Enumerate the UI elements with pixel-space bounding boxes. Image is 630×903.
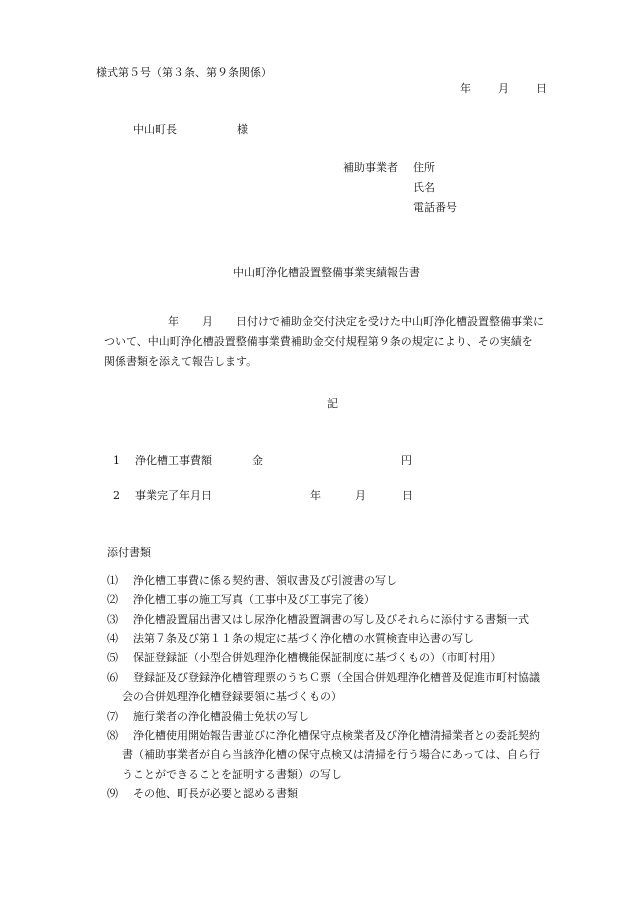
attachment-item-8-cont1: 書（補助事業者が自ら当該浄化槽の保守点検又は清掃を行う場合にあっては、自ら行	[122, 748, 540, 762]
addressee-honorific: 様	[237, 123, 248, 136]
addressee-name: 中山町長	[133, 123, 177, 136]
document-title: 中山町浄化槽設置整備事業実績報告書	[233, 266, 420, 279]
attachment-item-7: ⑺ 施行業者の浄化槽設備士免状の写し	[107, 709, 309, 723]
attachment-item-6-cont: 会の合併処理浄化槽登録要領に基づくもの）	[122, 690, 342, 704]
attachment-item-5: ⑸ 保証登録証（小型合併処理浄化槽機能保証制度に基づくもの）（市町村用）	[107, 651, 502, 665]
item-2-year: 年	[310, 489, 321, 502]
applicant-label: 補助事業者	[343, 161, 398, 174]
attachment-item-8-cont2: うことができることを証明する書類）の写し	[122, 767, 342, 781]
item-1-num: 1	[113, 454, 120, 467]
date-year: 年	[460, 82, 471, 95]
phone-label: 電話番号	[413, 201, 457, 214]
item-2-label: 事業完了年月日	[135, 489, 212, 502]
attachment-item-1: ⑴ 浄化槽工事費に係る契約書、領収書及び引渡書の写し	[107, 573, 397, 587]
body-line1: 日付けで補助金交付決定を受けた中山町浄化槽設置整備事業に	[236, 315, 544, 328]
attachment-item-8: ⑻ 浄化槽使用開始報告書並びに浄化槽保守点検業者及び浄化槽清掃業者との委託契約	[107, 728, 540, 742]
body-line3: 関係書類を添えて報告します。	[104, 355, 258, 368]
form-number: 様式第５号（第３条、第９条関係）	[96, 66, 272, 79]
address-label: 住所	[413, 161, 435, 174]
date-month: 月	[498, 82, 509, 95]
item-1-kin: 金	[252, 454, 263, 467]
date-day: 日	[536, 82, 547, 95]
attachments-list	[107, 571, 577, 804]
item-2-num: 2	[113, 489, 120, 502]
body-paragraph	[104, 312, 566, 372]
item-2-day: 日	[402, 489, 413, 502]
attachment-item-3: ⑶ 浄化槽設置届出書又はし尿浄化槽設置調書の写し及びそれらに添付する書類一式	[107, 612, 529, 626]
body-month: 月	[202, 315, 213, 328]
name-label: 氏名	[413, 181, 435, 194]
ki-heading: 記	[327, 397, 338, 410]
item-1-label: 浄化槽工事費額	[135, 454, 212, 467]
body-line2: ついて、中山町浄化槽設置整備事業費補助金交付規程第９条の規定により、その実績を	[104, 335, 533, 348]
item-2-month: 月	[355, 489, 366, 502]
item-1-yen: 円	[401, 454, 412, 467]
attachment-item-9: ⑼ その他、町長が必要と認める書類	[107, 787, 298, 801]
attachment-item-2: ⑵ 浄化槽工事の施工写真（工事中及び工事完了後）	[107, 593, 375, 607]
body-year: 年	[168, 315, 179, 328]
attachment-item-6: ⑹ 登録証及び登録浄化槽管理票のうちＣ票（全国合併処理浄化槽普及促進市町村協議	[107, 670, 540, 684]
attachment-item-4: ⑷ 法第７条及び第１１条の規定に基づく浄化槽の水質検査申込書の写し	[107, 631, 474, 645]
attachments-heading: 添付書類	[107, 546, 151, 559]
